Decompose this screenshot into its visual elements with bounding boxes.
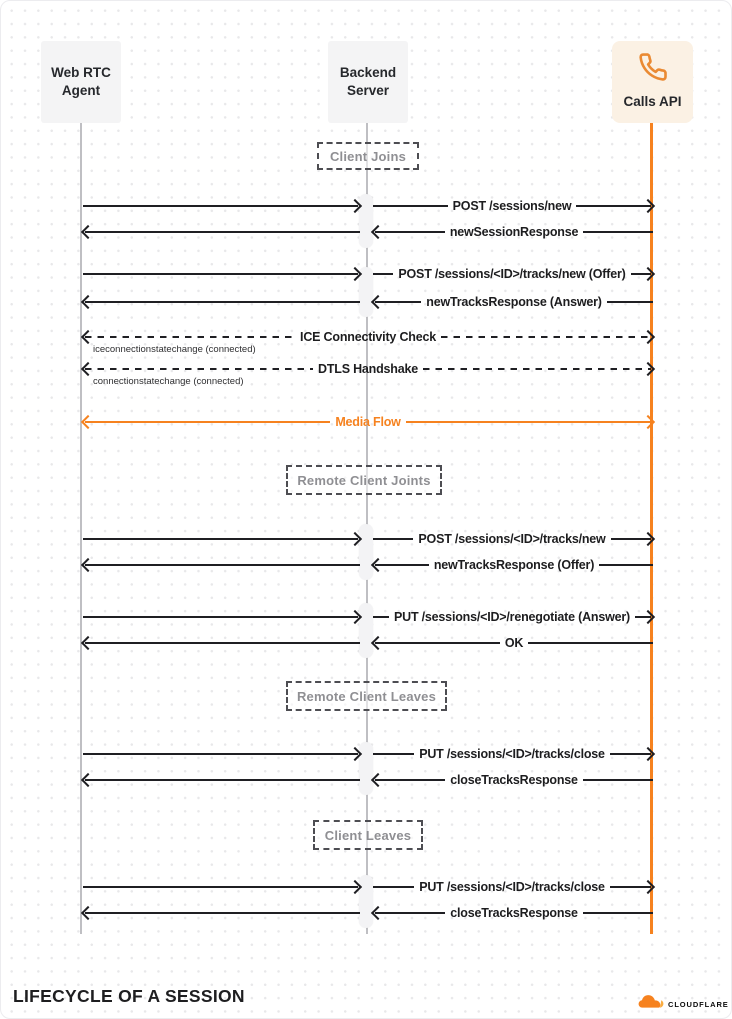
webrtc-lifeline <box>80 123 82 934</box>
arrowhead-left-icon <box>81 636 95 650</box>
arrowhead-left-icon <box>81 225 95 239</box>
arrow-backend-to-webrtc <box>83 636 360 650</box>
arrowhead-left-icon <box>371 225 385 239</box>
arrow-backend-to-calls <box>373 610 653 624</box>
arrow-webrtc-to-backend <box>83 880 360 894</box>
participant-label: Calls API <box>623 93 682 109</box>
arrowhead-left-icon <box>371 558 385 572</box>
arrow-webrtc-to-backend <box>83 267 360 281</box>
arrow-backend-to-calls <box>373 267 653 281</box>
arrow-media-flow <box>83 415 653 429</box>
arrow-webrtc-to-backend <box>83 199 360 213</box>
arrowhead-right-icon <box>641 532 655 546</box>
phase-label: Remote Client Leaves <box>296 688 437 704</box>
activation-bar <box>359 194 373 248</box>
activation-bar <box>359 742 373 795</box>
message-label: POST /sessions/<ID>/tracks/new <box>418 532 606 546</box>
activation-bar <box>359 524 373 580</box>
cloudflare-cloud-icon <box>638 994 665 1014</box>
message-label: closeTracksResponse <box>450 773 578 787</box>
message-label: POST /sessions/<ID>/tracks/new (Offer) <box>398 267 626 281</box>
phase-client-leaves <box>313 820 423 850</box>
participant-backend-server <box>328 41 408 123</box>
arrowhead-left-icon <box>81 330 95 344</box>
activation-bar <box>359 603 373 658</box>
arrowhead-right-icon <box>641 610 655 624</box>
arrow-backend-to-webrtc <box>83 773 360 787</box>
participant-label: Backend <box>339 64 397 80</box>
arrow-backend-to-calls <box>373 747 653 761</box>
message-label: PUT /sessions/<ID>/tracks/close <box>419 747 605 761</box>
arrowhead-left-icon <box>81 362 95 376</box>
arrow-dtls-handshake <box>83 362 653 376</box>
message-label: newTracksResponse (Offer) <box>433 558 595 572</box>
arrowhead-left-icon <box>371 773 385 787</box>
participant-webrtc-agent <box>41 41 121 123</box>
message-label: closeTracksResponse <box>450 906 578 920</box>
arrowhead-right-icon <box>348 747 362 761</box>
calls-api-lifeline <box>650 121 653 934</box>
arrowhead-left-icon <box>81 906 95 920</box>
arrowhead-right-icon <box>348 880 362 894</box>
phase-label: Client Leaves <box>324 827 412 843</box>
message-label: PUT /sessions/<ID>/tracks/close <box>419 880 605 894</box>
arrow-ice-connectivity-check <box>83 330 653 344</box>
arrowhead-right-icon <box>641 880 655 894</box>
arrow-backend-to-webrtc <box>83 225 360 239</box>
cloudflare-wordmark: CLOUDFLARE <box>668 999 729 1009</box>
message-label: ICE Connectivity Check <box>300 330 436 344</box>
arrowhead-left-icon <box>81 773 95 787</box>
arrowhead-left-icon <box>371 295 385 309</box>
arrowhead-right-icon <box>348 199 362 213</box>
arrowhead-left-icon <box>81 295 95 309</box>
arrowhead-right-icon <box>641 199 655 213</box>
page-title: LIFECYCLE OF A SESSION <box>13 986 245 1006</box>
arrow-webrtc-to-backend <box>83 747 360 761</box>
message-label: newSessionResponse <box>449 225 579 239</box>
phone-icon <box>638 52 668 87</box>
phase-remote-client-joints <box>286 465 442 495</box>
arrowhead-right-icon <box>348 267 362 281</box>
arrow-backend-to-calls <box>373 880 653 894</box>
arrowhead-left-icon <box>81 558 95 572</box>
arrow-calls-to-backend <box>373 295 653 309</box>
phase-client-joins <box>317 142 419 170</box>
arrowhead-left-icon <box>371 636 385 650</box>
arrow-calls-to-backend <box>373 225 653 239</box>
message-label: DTLS Handshake <box>318 362 419 376</box>
arrow-calls-to-backend <box>373 636 653 650</box>
arrow-backend-to-calls <box>373 199 653 213</box>
arrowhead-left-icon <box>81 415 95 429</box>
cloudflare-logo <box>638 994 729 1014</box>
arrow-backend-to-webrtc <box>83 906 360 920</box>
arrow-backend-to-webrtc <box>83 295 360 309</box>
event-note: connectionstatechange (connected) <box>93 376 244 387</box>
phase-remote-client-leaves <box>286 681 447 711</box>
participant-label: Web RTC <box>51 64 111 80</box>
message-label: OK <box>504 636 524 650</box>
arrowhead-right-icon <box>641 362 655 376</box>
arrow-calls-to-backend <box>373 773 653 787</box>
arrowhead-right-icon <box>641 330 655 344</box>
arrowhead-right-icon <box>641 415 655 429</box>
arrow-webrtc-to-backend <box>83 532 360 546</box>
message-label: newTracksResponse (Answer) <box>426 295 602 309</box>
phase-label: Client Joins <box>329 148 407 164</box>
event-note: iceconnectionstatechange (connected) <box>93 344 256 355</box>
arrowhead-right-icon <box>641 747 655 761</box>
participant-label: Server <box>346 83 390 98</box>
arrow-backend-to-calls <box>373 532 653 546</box>
arrowhead-right-icon <box>348 610 362 624</box>
message-label: Media Flow <box>335 415 401 429</box>
message-label: PUT /sessions/<ID>/renegotiate (Answer) <box>393 610 631 624</box>
participant-calls-api <box>612 41 693 123</box>
arrow-webrtc-to-backend <box>83 610 360 624</box>
arrowhead-left-icon <box>371 906 385 920</box>
message-label: POST /sessions/new <box>452 199 572 213</box>
arrowhead-right-icon <box>348 532 362 546</box>
phase-label: Remote Client Joints <box>297 472 431 488</box>
arrow-backend-to-webrtc <box>83 558 360 572</box>
arrow-calls-to-backend <box>373 558 653 572</box>
arrow-calls-to-backend <box>373 906 653 920</box>
arrowhead-right-icon <box>641 267 655 281</box>
activation-bar <box>359 875 373 928</box>
participant-label: Agent <box>61 83 101 98</box>
